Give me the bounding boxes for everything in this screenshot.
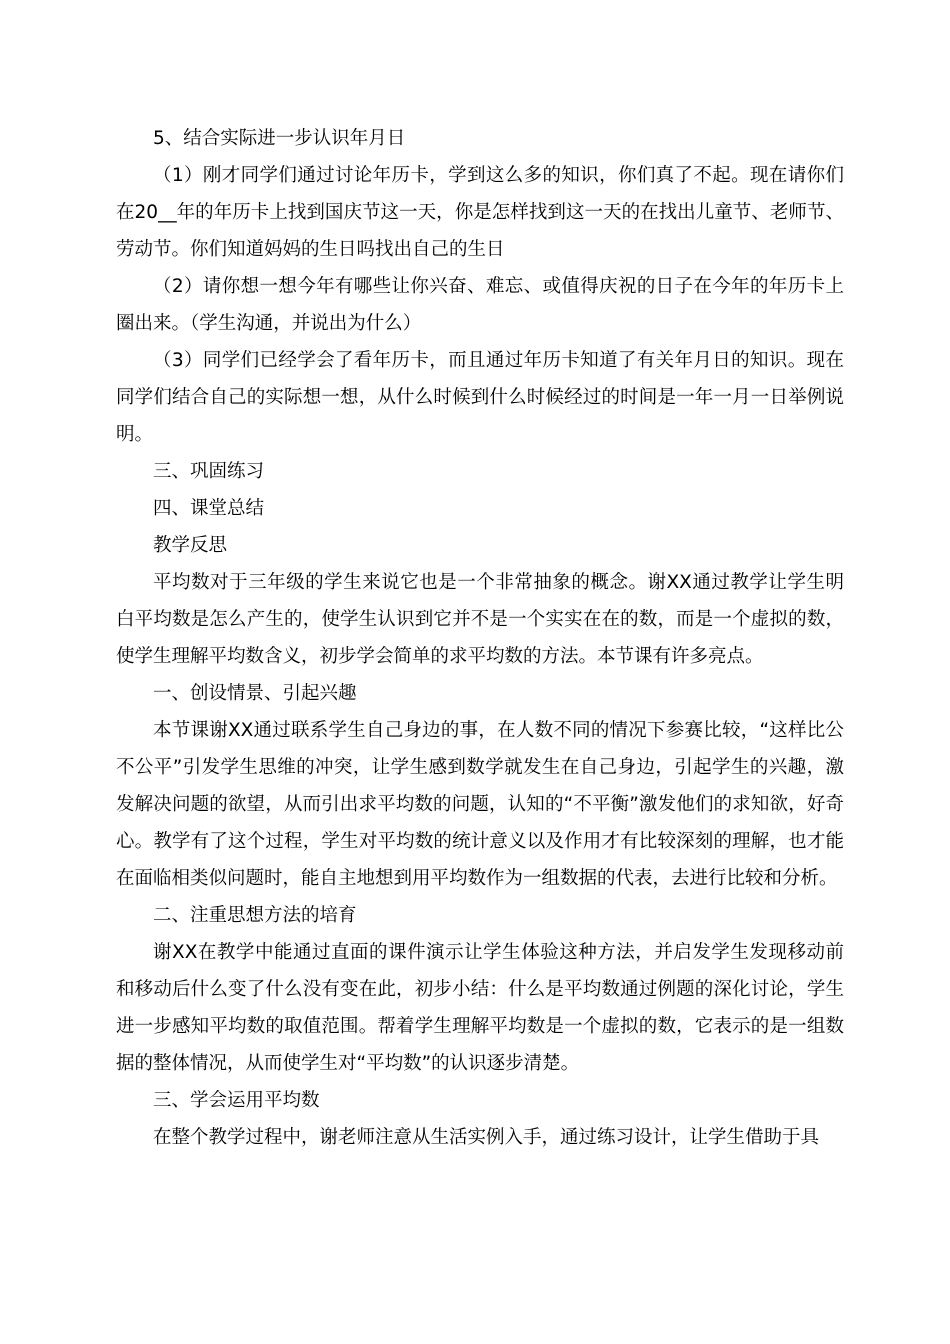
section-heading-one: 一、创设情景、引起兴趣 — [153, 683, 357, 704]
paragraph-item-3: （3）同学们已经学会了看年历卡，而且通过年历卡知道了有关年月日的知识。现在同学们结合自己的实际想一想，从什么时候到什么时候经过的时间是一年一月一日举例说明。 — [116, 350, 844, 445]
section-heading-three: 三、学会运用平均数 — [153, 1090, 320, 1111]
section-heading-summary: 四、课堂总结 — [153, 498, 265, 519]
paragraph-section-three: 在整个教学过程中，谢老师注意从生活实例入手，通过练习设计，让学生借助于具 — [153, 1127, 820, 1148]
paragraph-item-2: （2）请你想一想今年有哪些让你兴奋、难忘、或值得庆祝的日子在今年的年历卡上圈出来。（学生沟通，并说出为什么） — [116, 276, 844, 334]
document-body — [116, 120, 844, 1156]
section-heading-5: 5、结合实际进一步认识年月日 — [153, 128, 406, 149]
section-heading-reflection: 教学反思 — [153, 535, 228, 556]
paragraph-item-1: （1）刚才同学们通过讨论年历卡，学到这么多的知识，你们真了不起。现在请你们在20__年的年历卡上找到国庆节这一天，你是怎样找到这一天的在找出儿童节、老师节、劳动节。你们知道妈妈的生日吗找出自己的生日 — [116, 165, 844, 260]
paragraph-section-two: 谢XX在教学中能通过直面的课件演示让学生体验这种方法，并启发学生发现移动前和移动后什么变了什么没有变在此，初步小结：什么是平均数通过例题的深化讨论，学生进一步感知平均数的取值范围。帮着学生理解平均数是一个虚拟的数，它表示的是一组数据的整体情况，从而使学生对“平均数”的认识逐步清楚。 — [116, 942, 844, 1074]
section-heading-two: 二、注重思想方法的培育 — [153, 905, 357, 926]
paragraph-section-one: 本节课谢XX通过联系学生自己身边的事，在人数不同的情况下参赛比较，“这样比公不公平”引发学生思维的冲突，让学生感到数学就发生在自己身边，引起学生的兴趣，激发解决问题的欲望，从而引出求平均数的问题，认知的“不平衡”激发他们的求知欲，好奇心。教学有了这个过程，学生对平均数的统计意义以及作用才有比较深刻的理解，也才能在面临相类似问题时，能自主地想到用平均数作为一组数据的代表，去进行比较和分析。 — [116, 720, 845, 889]
section-heading-practice: 三、巩固练习 — [153, 461, 265, 482]
paragraph-reflection-intro: 平均数对于三年级的学生来说它也是一个非常抽象的概念。谢XX通过教学让学生明白平均数是怎么产生的，使学生认识到它并不是一个实实在在的数，而是一个虚拟的数，使学生理解平均数含义，初步学会简单的求平均数的方法。本节课有许多亮点。 — [116, 572, 844, 667]
